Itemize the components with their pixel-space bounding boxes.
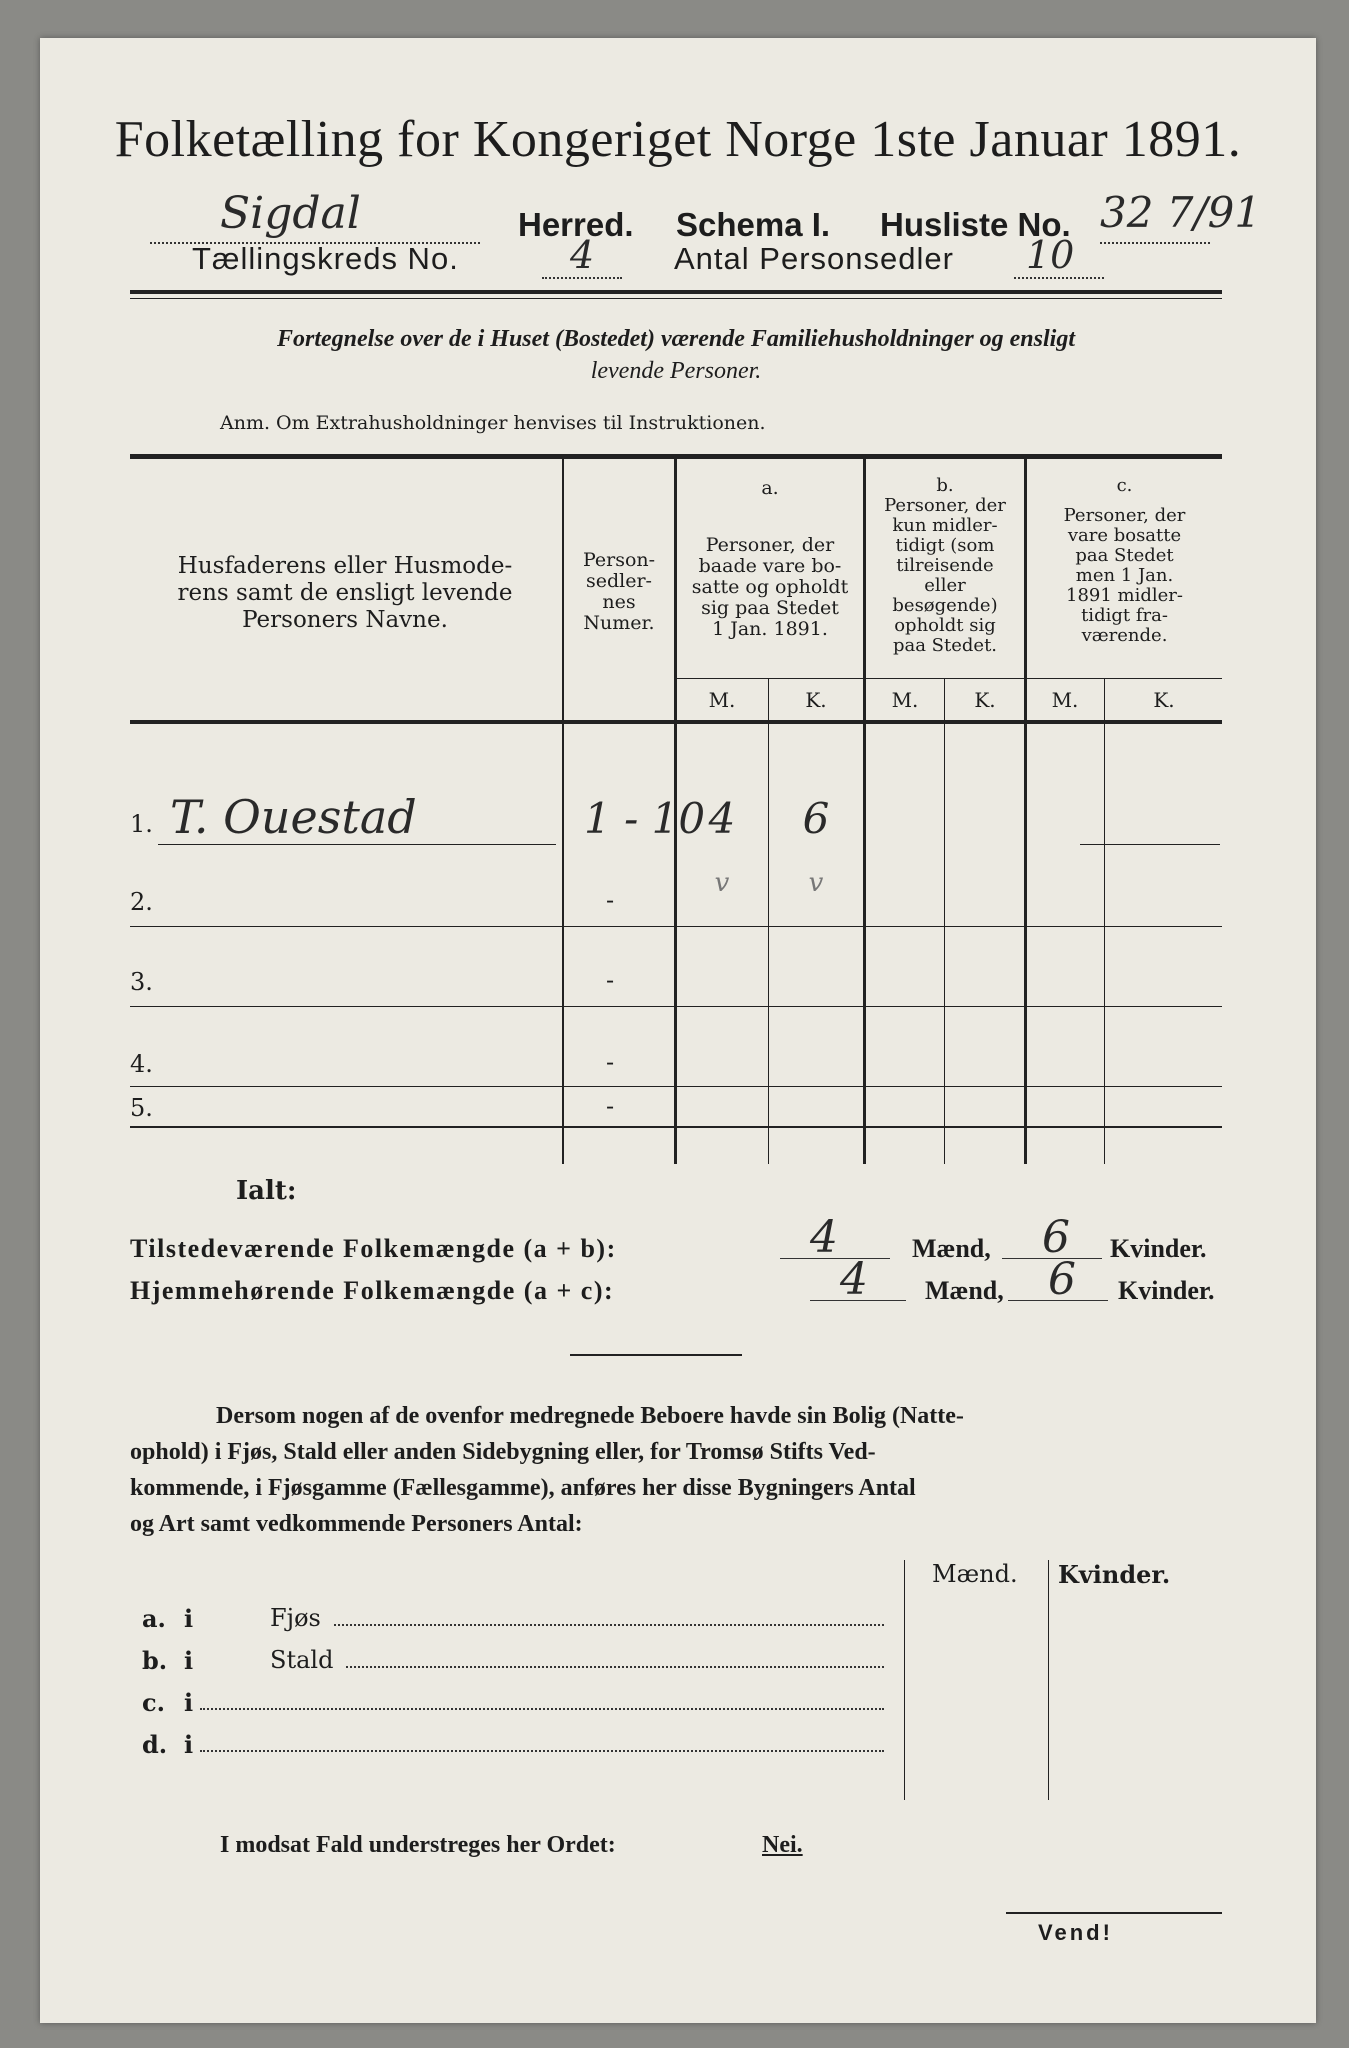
kreds-value: 4 (570, 233, 595, 277)
row-1-a-m: 4 (708, 794, 736, 843)
building-c-field (200, 1704, 884, 1710)
col-header-numer: Person- sedler- nes Numer. (582, 549, 656, 634)
tilstede-m-value: 4 (810, 1212, 838, 1263)
row-5-number: 5. (130, 1094, 153, 1122)
tilstede-kvinder: Kvinder. (1110, 1234, 1207, 1263)
a-k-label: K. (805, 688, 827, 712)
row-2-a-m: v (714, 868, 730, 898)
vend-rule (1006, 1912, 1222, 1914)
b-k-label: K. (974, 688, 996, 712)
schema-label: Schema I. (676, 206, 831, 243)
hjemme-k-field (1008, 1254, 1108, 1305)
row-1-numer: 1 - 10 (584, 794, 706, 843)
herred-label: Herred. (518, 206, 634, 243)
modsat-text: I modsat Fald understreges her Ordet: (220, 1832, 616, 1858)
row-2-number: 2. (130, 888, 153, 916)
hjemme-k-value: 6 (1048, 1254, 1076, 1305)
row-1-name: T. Ouestad (170, 790, 417, 844)
building-b-i: i (184, 1646, 194, 1675)
hjemme-m-value: 4 (840, 1254, 868, 1305)
nei-word: Nei. (762, 1832, 803, 1858)
col-header-b: b. Personer, der kun midler- tidigt (som tilreisende eller besøgende) opholdt sig paa Stedet. (884, 475, 1006, 656)
row-4-numer: - (606, 1048, 615, 1076)
herred-value: Sigdal (220, 188, 361, 239)
section-divider (570, 1354, 742, 1356)
header-rule-thin (130, 298, 1222, 299)
kreds-label: Tællingskreds No. (192, 241, 459, 276)
hjemme-maend: Mænd, (925, 1276, 1004, 1305)
tilstede-m-field (780, 1212, 890, 1263)
husliste-label: Husliste No. (880, 206, 1071, 243)
intro-line-2: levende Personer. (590, 358, 762, 384)
herred-field (150, 188, 480, 244)
building-b-field (346, 1662, 884, 1668)
antal-value: 10 (1026, 233, 1075, 277)
hjemme-label: Hjemmehørende Folkemængde (a + c): (130, 1276, 615, 1305)
vend-label: Vend! (1038, 1920, 1113, 1945)
buildings-kvinder-head: Kvinder. (1058, 1560, 1171, 1589)
building-d-i: i (184, 1730, 194, 1759)
tilstede-maend: Mænd, (912, 1234, 991, 1263)
building-a-field (334, 1620, 884, 1626)
row-1-number: 1. (130, 810, 153, 838)
tilstede-k-value: 6 (1042, 1212, 1070, 1263)
ialt-label: Ialt: (236, 1176, 297, 1206)
tilstede-label: Tilstedeværende Folkemængde (a + b): (130, 1234, 617, 1263)
col-header-a: a. Personer, der baade vare bo- satte og opholdt sig paa Stedet 1 Jan. 1891. (691, 477, 849, 640)
building-a-label: Fjøs (270, 1604, 321, 1632)
row-4-number: 4. (130, 1050, 153, 1078)
c-k-label: K. (1153, 688, 1175, 712)
building-c-i: i (184, 1688, 194, 1717)
antal-field (1014, 233, 1104, 279)
antal-label: Antal Personsedler (674, 241, 954, 276)
building-d-letter: d. (142, 1730, 168, 1759)
row-2-a-k: v (808, 868, 824, 898)
building-d-field (200, 1746, 884, 1752)
intro-line-1: Fortegnelse over de i Huset (Bostedet) værende Familiehusholdninger og ensligt (277, 326, 1075, 352)
row-3-number: 3. (130, 968, 153, 996)
hjemme-kvinder: Kvinder. (1118, 1276, 1215, 1305)
row-3-numer: - (606, 966, 615, 994)
header-rule (130, 290, 1222, 294)
buildings-paragraph: Dersom nogen af de ovenfor medregnede Beboere havde sin Bolig (Natte- ophold) i Fjøs, Stald eller anden Sidebygning eller, for Tromsø Stifts Ved- kommende, i Fjøsgamme (Fællesgamme), anføres her disse Bygningers Antal og Art samt vedkommende Personers Antal: (130, 1403, 964, 1537)
husliste-field (1100, 188, 1262, 244)
form-title: Folketælling for Kongeriget Norge 1ste Januar 1891. (114, 111, 1242, 168)
col-header-names: Husfaderens eller Husmode- rens samt de ensligt levende Personers Navne. (177, 553, 513, 633)
a-m-label: M. (708, 688, 736, 712)
row-2-numer: - (606, 886, 615, 914)
c-m-label: M. (1051, 688, 1079, 712)
census-form-page (40, 38, 1316, 2023)
building-c-letter: c. (142, 1688, 165, 1717)
anm-note: Anm. Om Extrahusholdninger henvises til Instruktionen. (220, 412, 766, 434)
building-b-label: Stald (270, 1646, 334, 1674)
b-m-label: M. (891, 688, 919, 712)
row-5-numer: - (606, 1092, 615, 1120)
col-header-c: c. Personer, der vare bosatte paa Stedet men 1 Jan. 1891 midler- tidigt fra- værende. (1063, 475, 1186, 646)
husliste-value: 32 7/91 (1100, 188, 1262, 237)
buildings-maend-head: Mænd. (932, 1560, 1018, 1588)
building-a-i: i (184, 1604, 194, 1633)
row-1-a-k: 6 (802, 794, 830, 843)
building-a-letter: a. (142, 1604, 166, 1633)
building-b-letter: b. (142, 1646, 168, 1675)
kreds-field (542, 233, 622, 279)
hjemme-m-field (810, 1254, 906, 1305)
